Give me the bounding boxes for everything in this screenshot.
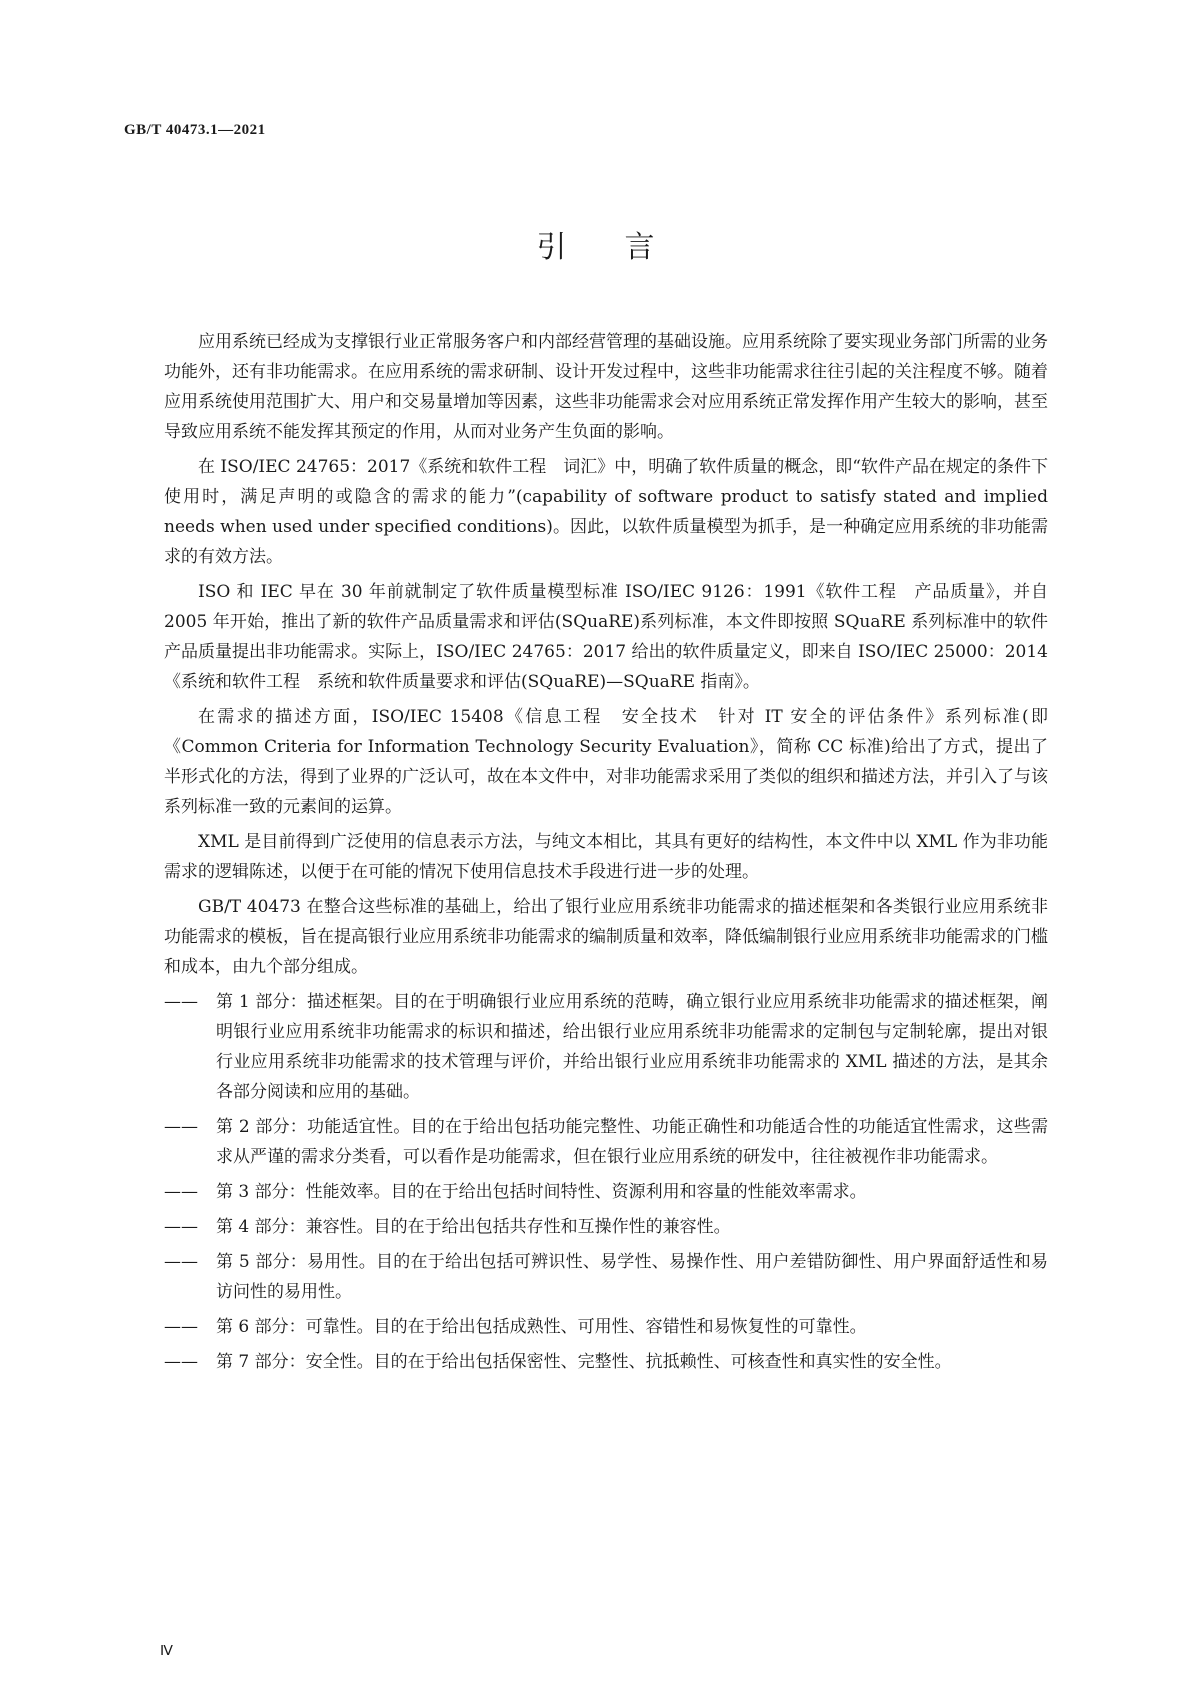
list-dash: ——	[164, 992, 198, 1012]
page-title: 引言	[536, 230, 713, 265]
paragraph: 在需求的描述方面，ISO/IEC 15408《信息工程 安全技术 针对 IT 安全的评估条件》系列标准(即《Common Criteria for Information Technology Security Evaluation》，简称 CC 标准)给出了方式，提出了半形式化的方法，得到了业界的广泛认可，故在本文件中，对非功能需求采用了类似的组织和描述方法，并引入了与该系列标准一致的元素间的运算。	[164, 707, 1048, 817]
list-item	[164, 1247, 1048, 1307]
list-item	[164, 1212, 1048, 1242]
list-dash: ——	[164, 1182, 198, 1202]
paragraph: GB/T 40473 在整合这些标准的基础上，给出了银行业应用系统非功能需求的描述框架和各类银行业应用系统非功能需求的模板，旨在提高银行业应用系统非功能需求的编制质量和效率，降低编制银行业应用系统非功能需求的门槛和成本，由九个部分组成。	[164, 897, 1048, 977]
list-item	[164, 1112, 1048, 1172]
list-item	[164, 1312, 1048, 1342]
list-item-text: 第 5 部分：易用性。目的在于给出包括可辨识性、易学性、易操作性、用户差错防御性、用户界面舒适性和易访问性的易用性。	[216, 1252, 1048, 1302]
list-dash: ——	[164, 1252, 198, 1272]
list-dash: ——	[164, 1317, 198, 1337]
paragraph: ISO 和 IEC 早在 30 年前就制定了软件质量模型标准 ISO/IEC 9126：1991《软件工程 产品质量》，并自 2005 年开始，推出了新的软件产品质量需求和评估(SQuaRE)系列标准，本文件即按照 SQuaRE 系列标准中的软件产品质量提出非功能需求。实际上，ISO/IEC 24765：2017 给出的软件质量定义，即来自 ISO/IEC 25000：2014《系统和软件工程 系统和软件质量要求和评估(SQuaRE)—SQuaRE 指南》。	[164, 582, 1048, 692]
list-item	[164, 1347, 1048, 1377]
page-number: Ⅳ	[160, 1644, 173, 1659]
list-item-text: 第 4 部分：兼容性。目的在于给出包括共存性和互操作性的兼容性。	[216, 1217, 731, 1237]
list-item-text: 第 6 部分：可靠性。目的在于给出包括成熟性、可用性、容错性和易恢复性的可靠性。	[216, 1317, 867, 1337]
list-item	[164, 987, 1048, 1107]
paragraph: XML 是目前得到广泛使用的信息表示方法，与纯文本相比，其具有更好的结构性，本文件中以 XML 作为非功能需求的逻辑陈述，以便于在可能的情况下使用信息技术手段进行进一步的处理。	[164, 832, 1048, 882]
body-text	[164, 327, 1048, 1382]
list-item-text: 第 1 部分：描述框架。目的在于明确银行业应用系统的范畴，确立银行业应用系统非功能需求的描述框架，阐明银行业应用系统非功能需求的标识和描述，给出银行业应用系统非功能需求的定制包与定制轮廓，提出对银行业应用系统非功能需求的技术管理与评价，并给出银行业应用系统非功能需求的 XML 描述的方法，是其余各部分阅读和应用的基础。	[216, 992, 1048, 1102]
document-code: GB/T 40473.1—2021	[124, 122, 266, 138]
list-dash: ——	[164, 1117, 198, 1137]
list-item	[164, 1177, 1048, 1207]
list-dash: ——	[164, 1352, 198, 1372]
paragraph: 在 ISO/IEC 24765：2017《系统和软件工程 词汇》中，明确了软件质量的概念，即“软件产品在规定的条件下使用时，满足声明的或隐含的需求的能力”(capability of software product to satisfy stated and implied needs when used under specified conditions)。因此，以软件质量模型为抓手，是一种确定应用系统的非功能需求的有效方法。	[164, 457, 1048, 567]
list-dash: ——	[164, 1217, 198, 1237]
list-item-text: 第 7 部分：安全性。目的在于给出包括保密性、完整性、抗抵赖性、可核查性和真实性的安全性。	[216, 1352, 952, 1372]
list-item-text: 第 2 部分：功能适宜性。目的在于给出包括功能完整性、功能正确性和功能适合性的功能适宜性需求，这些需求从严谨的需求分类看，可以看作是功能需求，但在银行业应用系统的研发中，往往被视作非功能需求。	[216, 1117, 1048, 1167]
paragraph: 应用系统已经成为支撑银行业正常服务客户和内部经营管理的基础设施。应用系统除了要实现业务部门所需的业务功能外，还有非功能需求。在应用系统的需求研制、设计开发过程中，这些非功能需求往往引起的关注程度不够。随着应用系统使用范围扩大、用户和交易量增加等因素，这些非功能需求会对应用系统正常发挥作用产生较大的影响，甚至导致应用系统不能发挥其预定的作用，从而对业务产生负面的影响。	[164, 332, 1048, 442]
list-item-text: 第 3 部分：性能效率。目的在于给出包括时间特性、资源利用和容量的性能效率需求。	[216, 1182, 867, 1202]
